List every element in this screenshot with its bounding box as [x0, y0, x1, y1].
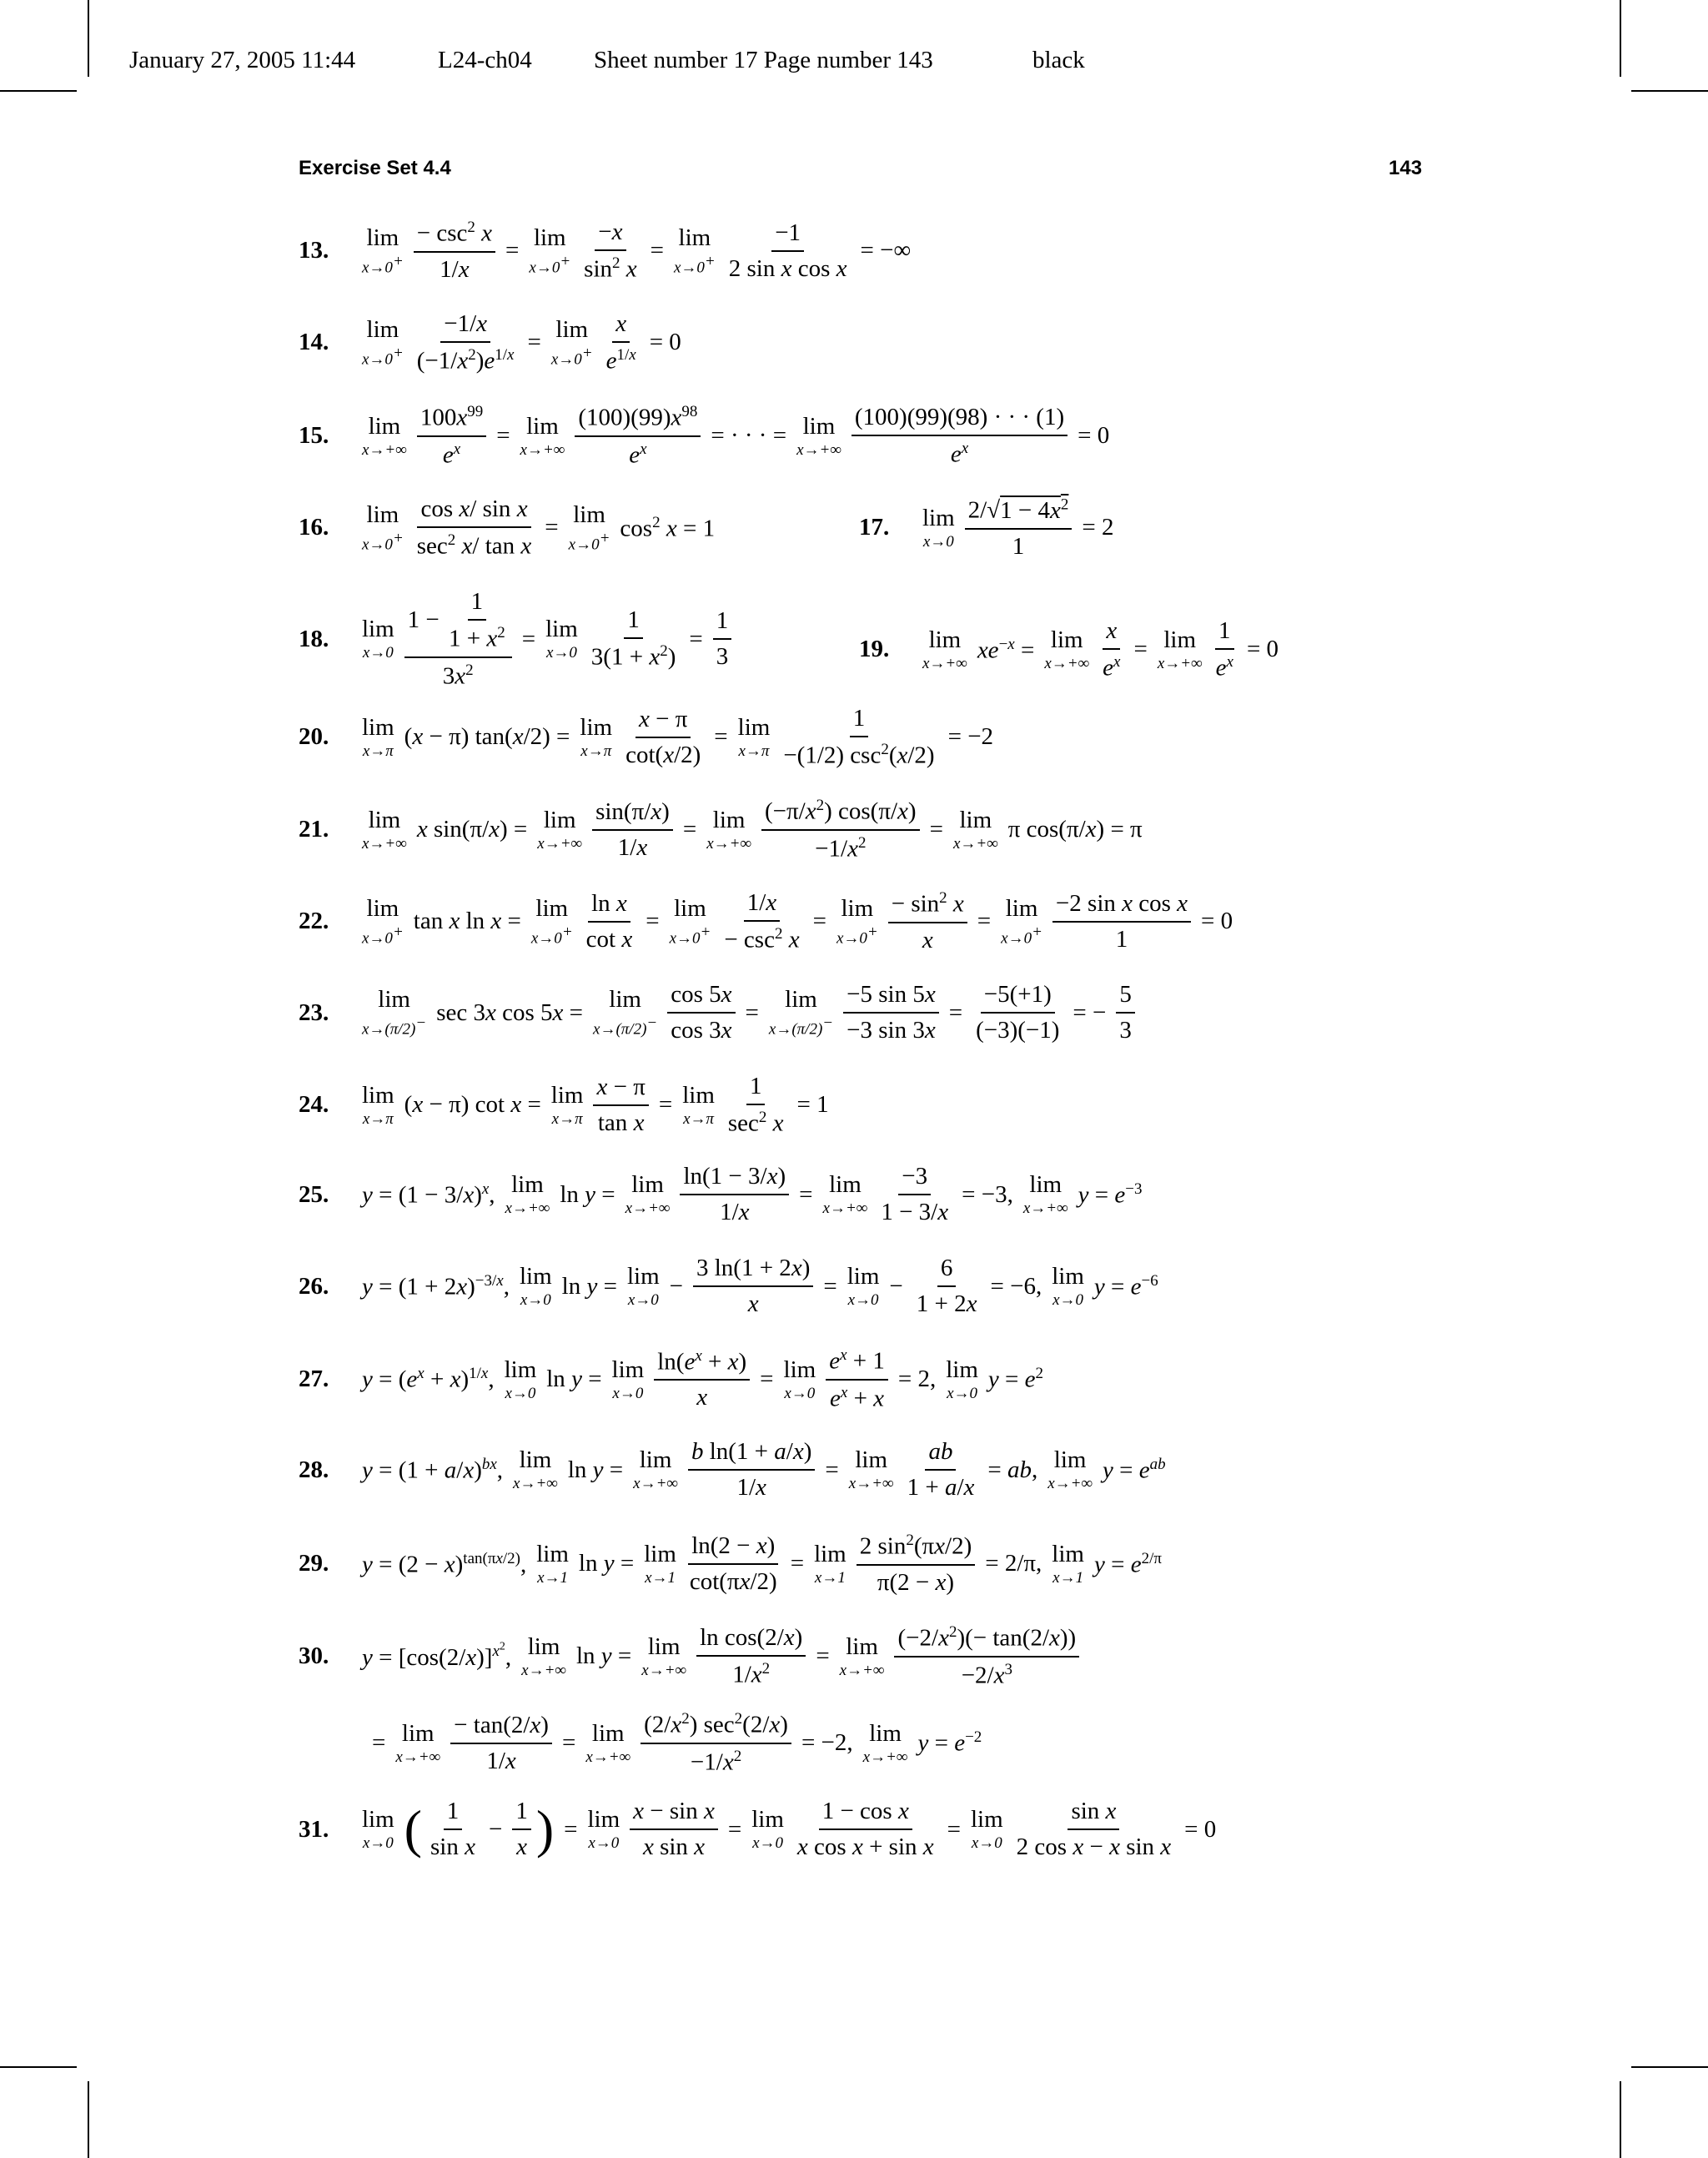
- crop-mark: [1620, 2081, 1621, 2158]
- crop-mark: [1631, 2066, 1708, 2068]
- exercise-expression: $y = (e^x + x)^{1/x}$, lim x→0 ln y = lim x→0 $\frac{\ln(e^x + x)}{x}$ = lim x→0 $\frac{e^x + 1}{e^x + x}$ = 2, lim x→0 $y = e^2$: [362, 1346, 1043, 1412]
- exercise-30: [299, 1623, 1084, 1689]
- page-number: 143: [1389, 157, 1423, 179]
- exercise-number: 23.: [299, 999, 329, 1026]
- exercise-20: [299, 705, 998, 770]
- exercise-number: 24.: [299, 1091, 329, 1119]
- print-sheet: Sheet number 17 Page number 143: [594, 47, 933, 73]
- exercise-number: 27.: [299, 1366, 329, 1393]
- exercise-18: [299, 588, 736, 690]
- exercise-23: [299, 981, 1140, 1044]
- exercise-number: 15.: [299, 422, 329, 450]
- exercise-13: [299, 219, 916, 284]
- crop-mark: [88, 0, 89, 77]
- exercise-number: 25.: [299, 1180, 329, 1208]
- exercise-number: 13.: [299, 237, 329, 264]
- exercise-16: [299, 495, 720, 561]
- exercise-26: [299, 1255, 1163, 1318]
- exercise-number: 30.: [299, 1642, 329, 1670]
- crop-mark: [88, 2081, 89, 2158]
- crop-mark: [0, 2066, 77, 2068]
- exercise-expression: lim x→0 ( $\frac{1}{\text{sin x}}$ − $\frac{1}{x}$ ) = lim x→0 $\frac{\text{x − sin x}}{\text{x sin x}}$ = lim x→0 $\frac{\text{1 − cos x}}{\text{x cos x + sin x}}$ = lim x→0 $\frac{\text{sin x}}{\text{2 cos x − x sin x}}$ = 0: [362, 1798, 1217, 1860]
- exercise-expression: $y = (1 + a/x)^{bx}$, lim x→+∞ ln y = lim x→+∞ $\frac{\text{b ln(1 + a/x)}}{1/x}$ = lim x→+∞ $\frac{ab}{1 + a/x}$ = ab, lim x→+∞ $y = e^{ab}$: [362, 1438, 1166, 1501]
- exercise-expression: lim x→(π/2)− sec 3x cos 5x = lim x→(π/2)− $\frac{\cos 5x}{\cos 3x}$ = lim x→(π/2)− $\frac{-5 \sin 5x}{-3 \sin 3x}$ = $\frac{-5(+1)}{(-3)(-1)}$ = − $\frac{5}{3}$: [357, 981, 1140, 1044]
- exercise-expression: lim x→+∞ $\frac{100x^{99}}{e^x}$ = lim x→+∞ $\frac{(100)(99)x^{98}}{e^x}$ = · · · = lim x→+∞ $\frac{(100)(99)(98) \cdot \cdot \cdot (1)}{e^x}$ = 0: [362, 403, 1110, 469]
- exercise-expression: lim x→+∞ $xe^{-x}$ = lim x→+∞ $\frac{x}{e^x}$ = lim x→+∞ $\frac{1}{e^x}$ = 0: [922, 617, 1279, 682]
- print-date: January 27, 2005 11:44: [129, 47, 356, 73]
- exercise-21: [299, 797, 1148, 863]
- exercise-number: 26.: [299, 1272, 329, 1300]
- exercise-expression: lim x→π (x − π) tan(x/2) = lim x→π $\frac{x - \pi}{\cot(x/2)}$ = lim x→π $\frac{1}{-(1/2) \csc^2(x/2)}$ = −2: [362, 705, 994, 769]
- exercise-number: 19.: [859, 636, 890, 663]
- exercise-22: [299, 889, 1238, 954]
- exercise-expression: lim x→0 1 − $\frac{1}{1 + x^2}$ $3x^2$ = lim x→0 $\frac{1}{3(1 + x^2)}$ = $\frac{1}{3}$: [357, 588, 736, 690]
- exercise-15: [299, 403, 1114, 469]
- exercise-expression: = lim x→+∞ $\frac{- \tan(2/x)}{1/x}$ = lim x→+∞ $\frac{(2/x^2) \sec^2(2/x)}{-1/x^2}$ = −2, lim x→+∞ $y = e^{-2}$: [372, 1710, 982, 1776]
- exercise-expression: lim x→0+ $\frac{- \csc^2 x}{1/x}$ = lim x→0+ $\frac{-x}{\sin^2 x}$ = lim x→0+ $\frac{-1}{\text{2 sin x cos x}}$ = −∞: [362, 219, 912, 283]
- crop-mark: [0, 90, 77, 92]
- exercise-number: 20.: [299, 723, 329, 751]
- exercise-expression: lim x→0+ $\frac{-1/x}{(-1/x^2)e^{1/x}}$ = lim x→0+ $\frac{x}{e^{1/x}}$ = 0: [362, 310, 681, 375]
- exercise-28: [299, 1438, 1171, 1502]
- exercise-expression: lim x→π (x − π) cot x = lim x→π $\frac{x - \pi}{\text{tan x}}$ = lim x→π $\frac{1}{\sec^2 x}$ = 1: [362, 1073, 829, 1137]
- exercise-number: 17.: [859, 514, 890, 541]
- exercise-number: 31.: [299, 1815, 329, 1843]
- exercise-14: [299, 310, 686, 375]
- exercise-27: [299, 1346, 1048, 1412]
- exercise-number: 28.: [299, 1456, 329, 1483]
- exercise-24: [299, 1073, 834, 1138]
- crop-mark: [1631, 90, 1708, 92]
- exercise-expression: lim x→+∞ x sin(π/x) = lim x→+∞ $\frac{\sin(\pi/x)}{1/x}$ = lim x→+∞ $\frac{(-\pi/x^2) \cos(\pi/x)}{-1/x^2}$ = lim x→+∞ π cos(π/x) = π: [362, 797, 1143, 863]
- crop-mark: [1620, 0, 1621, 77]
- exercise-expression: $y = [\cos(2/x)]^{x^2}$, lim x→+∞ ln y = lim x→+∞ $\frac{\text{ln cos(2/x)}}{1/x^2}$ = lim x→+∞ $\frac{(-2/x^2)(- \tan(2/x))}{-2/x^3}$: [357, 1623, 1084, 1689]
- exercise-number: 22.: [299, 908, 329, 935]
- exercise-30-continued: [367, 1710, 987, 1776]
- exercise-29: [299, 1532, 1167, 1597]
- print-color: black: [1032, 47, 1085, 73]
- exercise-expression: $y = (1 - 3/x)^x$, lim x→+∞ ln y = lim x→+∞ $\frac{\ln(1 - 3/x)}{1/x}$ = lim x→+∞ $\frac{-3}{1 - 3/x}$ = −3, lim x→+∞ $y = e^{-3}$: [362, 1163, 1143, 1225]
- print-file: L24-ch04: [438, 47, 532, 73]
- exercise-expression: $y = (1 + 2x)^{-3/x}$, lim x→0 ln y = lim x→0 − $\frac{3 \ln(1 + 2x)}{x}$ = lim x→0 − $\frac{6}{1 + 2x}$ = −6, lim x→0 $y = e^{-6}$: [362, 1255, 1158, 1317]
- exercise-expression: lim x→0+ $\frac{\text{cos x/ sin x}}{\sec^2 x/ \tan x}$ = lim x→0+ $\cos^2 x = 1$: [362, 495, 716, 560]
- section-title: Exercise Set 4.4: [299, 157, 451, 179]
- exercise-expression: $y = (2 - x)^{tan(\pi x/2)}$, lim x→1 ln y = lim x→1 $\frac{\ln(2 - x)}{\cot(\pi x/2)}$ = lim x→1 $\frac{2 \sin^2(\pi x/2)}{\pi(2 - x)}$ = 2/π, lim x→1 $y = e^{2/\pi}$: [362, 1532, 1162, 1596]
- exercise-number: 21.: [299, 816, 329, 843]
- exercise-19: [859, 617, 1284, 682]
- exercise-17: [859, 495, 1119, 561]
- exercise-number: 29.: [299, 1550, 329, 1577]
- exercise-expression: lim x→0+ tan x ln x = lim x→0+ $\frac{\text{ln x}}{\text{cot x}}$ = lim x→0+ $\frac{1/x}{- \csc^2 x}$ = lim x→0+ $\frac{- \sin^2 x}{x}$ = lim x→0+ $\frac{\text{−2 sin x cos x}}{1}$ = 0: [362, 889, 1233, 953]
- exercise-25: [299, 1163, 1147, 1226]
- exercise-31: [299, 1798, 1221, 1861]
- exercise-expression: lim x→0 $\frac{2/√1 - 4x^2}{1}$ = 2: [922, 495, 1114, 560]
- exercise-number: 14.: [299, 329, 329, 356]
- exercise-number: 16.: [299, 514, 329, 541]
- exercise-number: 18.: [299, 625, 329, 652]
